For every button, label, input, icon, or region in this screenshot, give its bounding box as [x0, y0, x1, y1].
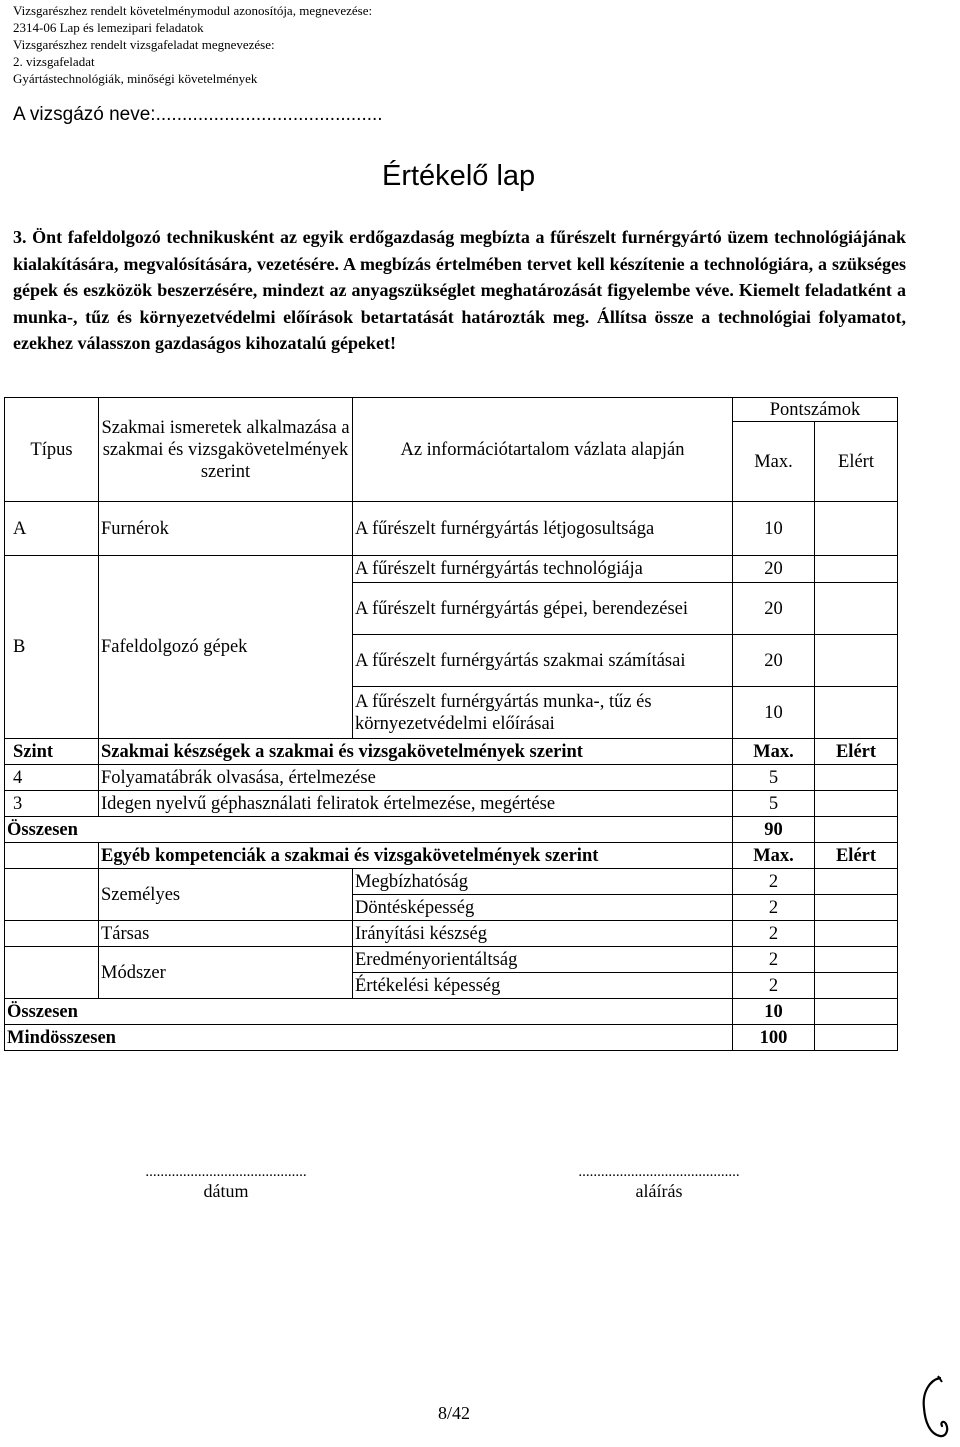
header-line-2: 2314-06 Lap és lemezipari feladatok	[13, 20, 204, 35]
max-cell: 10	[733, 502, 815, 556]
max-cell: 2	[733, 921, 815, 947]
max-cell: 10	[733, 687, 815, 739]
task-text: 3. Önt fafeldolgozó technikusként az egyik erdőgazdaság megbízta a fűrészelt furnérgyártó üzem technológiájának kialakítására, megvalósítására, vezetésére. A megbízás értelmében tervet kell készítenie a technológiára, a szükséges gépek és eszközök beszerzésére, mindezt az anyagszükséglet meghatározását figyelembe véve. Kiemelt feladatként a munka-, tűz és környezetvédelmi előírások betartatását határozták meg. Állítsa össze a technológiai folyamatot, ezekhez válasszon gazdaságos kihozatalú gépeket!	[13, 227, 906, 353]
earned-cell	[815, 791, 898, 817]
topic-cell: A fűrészelt furnérgyártás technológiája	[353, 556, 733, 583]
col-header-points: Pontszámok	[733, 398, 898, 422]
max-cell: 20	[733, 583, 815, 635]
level-cell: 4	[5, 765, 99, 791]
header-line-3: Vizsgarészhez rendelt vizsgafeladat megnevezése:	[13, 37, 275, 52]
table-row	[5, 947, 898, 973]
skills-earned-header: Elért	[815, 739, 898, 765]
type-cell: B	[5, 556, 99, 739]
earned-cell	[815, 765, 898, 791]
date-dots: ...........................................	[145, 1164, 307, 1180]
grand-total-row	[5, 1025, 898, 1051]
task-description	[13, 224, 906, 357]
competency-cell: Irányítási készség	[353, 921, 733, 947]
col-header-max: Max.	[733, 422, 815, 502]
max-cell: 20	[733, 556, 815, 583]
area-cell: Furnérok	[99, 502, 353, 556]
competency-cell: Értékelési képesség	[353, 973, 733, 999]
earned-cell	[815, 947, 898, 973]
earned-cell	[815, 556, 898, 583]
earned-cell	[815, 869, 898, 895]
header-line-4: 2. vizsgafeladat	[13, 54, 95, 69]
max-cell: 2	[733, 869, 815, 895]
max-cell: 20	[733, 635, 815, 687]
earned-cell	[815, 635, 898, 687]
earned-cell	[815, 817, 898, 843]
topic-cell: A fűrészelt furnérgyártás munka-, tűz és környezetvédelmi előírásai	[353, 687, 733, 739]
max-cell: 2	[733, 947, 815, 973]
max-cell: 5	[733, 791, 815, 817]
topic-cell: A fűrészelt furnérgyártás szakmai számításai	[353, 635, 733, 687]
col-header-type: Típus	[5, 398, 99, 502]
other-title: Egyéb kompetenciák a szakmai és vizsgakövetelmények szerint	[99, 843, 733, 869]
table-row	[5, 791, 898, 817]
competency-cell: Megbízhatóság	[353, 869, 733, 895]
evaluation-table	[4, 397, 898, 1051]
subtotal-value: 10	[733, 999, 815, 1025]
table-row	[5, 921, 898, 947]
page-number: 8/42	[438, 1403, 471, 1423]
skills-title: Szakmai készségek a szakmai és vizsgakövetelmények szerint	[99, 739, 733, 765]
handwritten-initial-mark	[916, 1372, 956, 1444]
group-personal: Személyes	[99, 869, 353, 921]
skills-header-row	[5, 739, 898, 765]
subtotal-label: Összesen	[5, 817, 733, 843]
col-header-outline: Az információtartalom vázlata alapján	[353, 398, 733, 502]
earned-cell	[815, 999, 898, 1025]
max-cell: 5	[733, 765, 815, 791]
earned-cell	[815, 583, 898, 635]
competency-cell: Döntésképesség	[353, 895, 733, 921]
candidate-name-line: A vizsgázó neve:...........................................	[13, 104, 383, 125]
other-max-header: Max.	[733, 843, 815, 869]
max-cell: 2	[733, 895, 815, 921]
subtotal-label: Összesen	[5, 999, 733, 1025]
skill-cell: Idegen nyelvű géphasználati feliratok értelmezése, megértése	[99, 791, 733, 817]
subtotal-value: 90	[733, 817, 815, 843]
topic-cell: A fűrészelt furnérgyártás gépei, berendezései	[353, 583, 733, 635]
earned-cell	[815, 1025, 898, 1051]
document-header	[13, 2, 372, 87]
table-row	[5, 556, 898, 583]
grand-total-value: 100	[733, 1025, 815, 1051]
subtotal-row	[5, 999, 898, 1025]
page-title: Értékelő lap	[382, 160, 536, 192]
area-cell: Fafeldolgozó gépek	[99, 556, 353, 739]
signature-label: aláírás	[635, 1181, 683, 1201]
date-signature-block	[92, 1164, 360, 1202]
subtotal-row	[5, 817, 898, 843]
col-header-knowledge: Szakmai ismeretek alkalmazása a szakmai és vizsgakövetelmények szerint	[99, 398, 353, 502]
level-cell: 3	[5, 791, 99, 817]
type-cell: A	[5, 502, 99, 556]
earned-cell	[815, 502, 898, 556]
other-header-row	[5, 843, 898, 869]
earned-cell	[815, 895, 898, 921]
header-line-1: Vizsgarészhez rendelt követelménymodul azonosítója, megnevezése:	[13, 3, 373, 18]
earned-cell	[815, 973, 898, 999]
header-line-5: Gyártástechnológiák, minőségi követelmények	[13, 71, 258, 86]
skill-cell: Folyamatábrák olvasása, értelmezése	[99, 765, 733, 791]
earned-cell	[815, 921, 898, 947]
table-row	[5, 502, 898, 556]
signature-dots: ...........................................	[578, 1164, 740, 1180]
signature-block	[525, 1164, 793, 1202]
table-row	[5, 765, 898, 791]
col-header-earned: Elért	[815, 422, 898, 502]
competency-cell: Eredményorientáltság	[353, 947, 733, 973]
group-method: Módszer	[99, 947, 353, 999]
skills-max-header: Max.	[733, 739, 815, 765]
date-label: dátum	[203, 1181, 249, 1201]
other-earned-header: Elért	[815, 843, 898, 869]
grand-total-label: Mindösszesen	[5, 1025, 733, 1051]
max-cell: 2	[733, 973, 815, 999]
topic-cell: A fűrészelt furnérgyártás létjogosultsága	[353, 502, 733, 556]
earned-cell	[815, 687, 898, 739]
group-social: Társas	[99, 921, 353, 947]
level-header: Szint	[5, 739, 99, 765]
table-row	[5, 869, 898, 895]
